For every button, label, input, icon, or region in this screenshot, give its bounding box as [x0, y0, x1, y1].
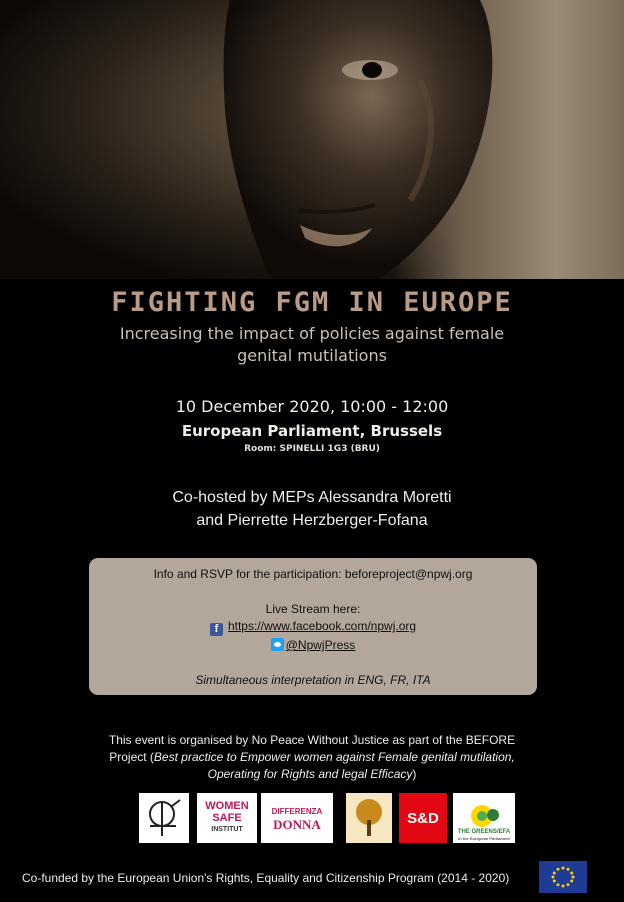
organiser-text: This event is organised by No Peace Without Justice as part of the BEFORE Project ( [108, 733, 516, 764]
organiser-close: ) [412, 767, 417, 781]
differenza-donna-logo [261, 793, 333, 843]
sd-logo-text: S&D [407, 809, 439, 827]
rsvp-text: Info and RSVP for the participation: beforeproject@npwj.org [153, 567, 473, 581]
organiser-note [96, 732, 528, 783]
twitter-link[interactable]: @NpwjPress [285, 638, 356, 652]
interpretation-note: Simultaneous interpretation in ENG, FR, ITA [195, 673, 431, 687]
twitter-link-row [89, 638, 537, 652]
women-safe-word-3: INSTITUT [211, 826, 243, 833]
donna-word: DONNA [273, 817, 321, 832]
greens-efa-text: THE GREENS/EFA [457, 829, 511, 835]
eu-flag-icon [539, 861, 587, 893]
women-safe-word-1: WOMEN [205, 800, 249, 812]
event-title: FIGHTING FGM IN EUROPE [111, 287, 513, 318]
cofunding-note: Co-funded by the European Union's Rights, Equality and Citizenship Program (2014 - 2020) [22, 871, 510, 885]
cohost-line-2: and Pierrette Herzberger-Fofana [196, 512, 428, 529]
live-stream-label: Live Stream here: [265, 602, 361, 616]
cohosts [0, 486, 624, 532]
women-safe-word-2: SAFE [212, 812, 242, 824]
facebook-link-row [89, 619, 537, 636]
tree-logo [346, 793, 392, 843]
sd-logo [399, 793, 447, 843]
event-venue: European Parliament, Brussels [181, 422, 443, 440]
twitter-icon [271, 638, 284, 651]
npwj-logo-mark [142, 796, 186, 840]
greens-efa-logo [453, 793, 515, 843]
cohost-line-1: Co-hosted by MEPs Alessandra Moretti [172, 489, 452, 506]
event-subtitle: Increasing the impact of policies against female genital mutilations [119, 324, 505, 365]
organiser-project-name: Best practice to Empower women against Female genital mutilation, Operating for Rights and legal Efficacy [153, 750, 515, 781]
eu-stars [539, 861, 587, 893]
facebook-icon: f [210, 623, 223, 636]
info-box [89, 558, 537, 695]
tree-icon [349, 796, 389, 840]
event-datetime: 10 December 2020, 10:00 - 12:00 [175, 397, 449, 416]
npwj-logo [139, 793, 189, 843]
sunflower-icon [469, 803, 499, 829]
greens-efa-subtext: in the European Parliament [458, 836, 510, 841]
facebook-link[interactable]: https://www.facebook.com/npwj.org [227, 619, 417, 633]
differenza-word: DIFFERENZA [271, 807, 323, 816]
hero-photo [0, 0, 624, 279]
women-safe-logo [197, 793, 257, 843]
portrait-illustration [0, 0, 624, 279]
event-room: Room: SPINELLI 1G3 (BRU) [244, 444, 380, 454]
